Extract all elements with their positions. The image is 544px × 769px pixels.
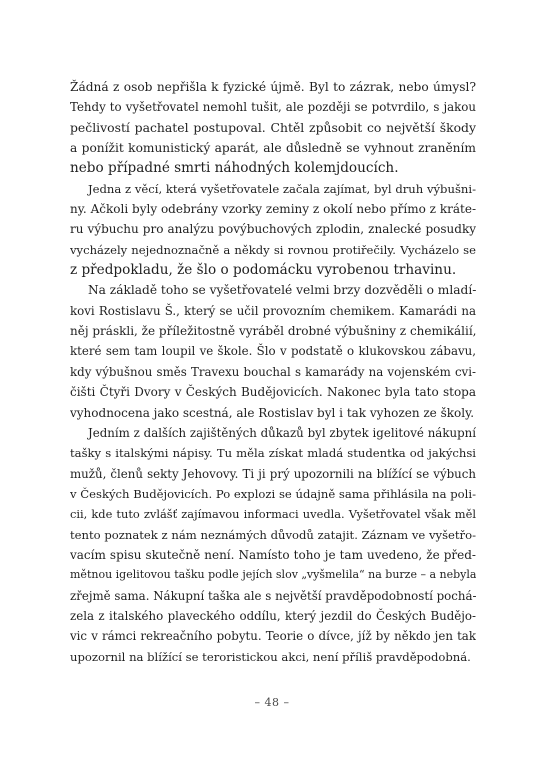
paragraph bbox=[70, 77, 476, 179]
text-line: upozornil na blížící se teroristickou akci, není příliš pravděpodobná. bbox=[70, 649, 471, 664]
text-line: kovi Rostislavu Š., který se učil provozním chemikem. Kamarádi na bbox=[70, 303, 476, 318]
text-line: z předpokladu, že šlo o podomácku vyrobenou trhavinu. bbox=[70, 262, 457, 279]
text-line: tašky s italskými nápisy. Tu měla získat mladá studentka od jakýchsi bbox=[70, 446, 476, 461]
text-line: nebo případné smrti náhodných kolemjdoucích. bbox=[70, 160, 399, 177]
text-line: cii, kde tuto zvlášť zajímavou informaci uvedla. Vyšetřovatel však měl bbox=[70, 507, 476, 522]
page-number: – 48 – bbox=[254, 696, 290, 709]
paragraph bbox=[70, 179, 476, 281]
text-line: Jedním z dalších zajištěných důkazů byl zbytek igelitové nákupní bbox=[88, 425, 476, 440]
text-line: zřejmě sama. Nákupní taška ale s největší pravděpodobností pochá- bbox=[70, 588, 476, 603]
paragraph bbox=[70, 280, 476, 422]
text-line: vycházely nejednoznačně a někdy si rovnou protiřečily. Vycházelo se bbox=[70, 242, 476, 257]
text-line: Tehdy to vyšetřovatel nemohl tušit, ale později se potvrdilo, s jakou bbox=[70, 100, 476, 115]
text-line: ru výbuchu pro analýzu povýbuchových zplodin, znalecké posudky bbox=[70, 222, 476, 237]
text-line: vacím spisu skutečně není. Namísto toho je tam uvedeno, že před- bbox=[70, 547, 476, 562]
text-line: tento poznatek z nám neznámých důvodů zatajit. Záznam ve vyšetřo- bbox=[70, 527, 476, 542]
text-line: Žádná z osob nepřišla k fyzické újmě. Byl to zázrak, nebo úmysl? bbox=[70, 80, 476, 94]
text-line: v Českých Budějovicích. Po explozi se údajně sama přihlásila na poli- bbox=[70, 486, 476, 501]
paragraph bbox=[70, 423, 476, 667]
text-line: zela z italského plaveckého oddílu, který jezdil do Českých Budějo- bbox=[70, 608, 476, 623]
text-line: čišti Čtyři Dvory v Českých Budějovicích. Nakonec byla tato stopa bbox=[70, 385, 476, 400]
text-line: které sem tam loupil ve škole. Šlo v podstatě o klukovskou zábavu, bbox=[70, 344, 476, 359]
text-line: Jedna z věcí, která vyšetřovatele začala zajímat, byl druh výbušni- bbox=[88, 181, 476, 196]
text-line: vyhodnocena jako scestná, ale Rostislav byl i tak vyhozen ze školy. bbox=[70, 405, 475, 420]
text-line: Na základě toho se vyšetřovatelé velmi brzy dozvěděli o mladí- bbox=[88, 283, 476, 298]
text-line: mětnou igelitovou tašku podle jejích slov „vyšmelila“ na burze – a nebyla bbox=[70, 568, 476, 582]
text-line: kdy výbušnou směs Travexu bouchal s kamarády na vojenském cvi- bbox=[70, 364, 476, 379]
text-line: a ponížit komunistický aparát, ale důsledně se vyhnout zraněním bbox=[70, 141, 476, 156]
text-line: pečlivostí pachatel postupoval. Chtěl způsobit co největší škody bbox=[70, 119, 476, 135]
text-line: vic v rámci rekreačního pobytu. Teorie o dívce, jíž by někdo jen tak bbox=[70, 629, 476, 644]
body-text bbox=[70, 77, 476, 667]
text-line: něj práskli, že příležitostně vyráběl drobné výbušniny z chemikálií, bbox=[70, 324, 476, 339]
text-line: mužů, členů sekty Jehovovy. Ti ji prý upozornili na blížící se výbuch bbox=[70, 466, 476, 481]
text-line: ny. Ačkoli byly odebrány vzorky zeminy z okolí nebo přímo z kráte- bbox=[70, 202, 476, 217]
